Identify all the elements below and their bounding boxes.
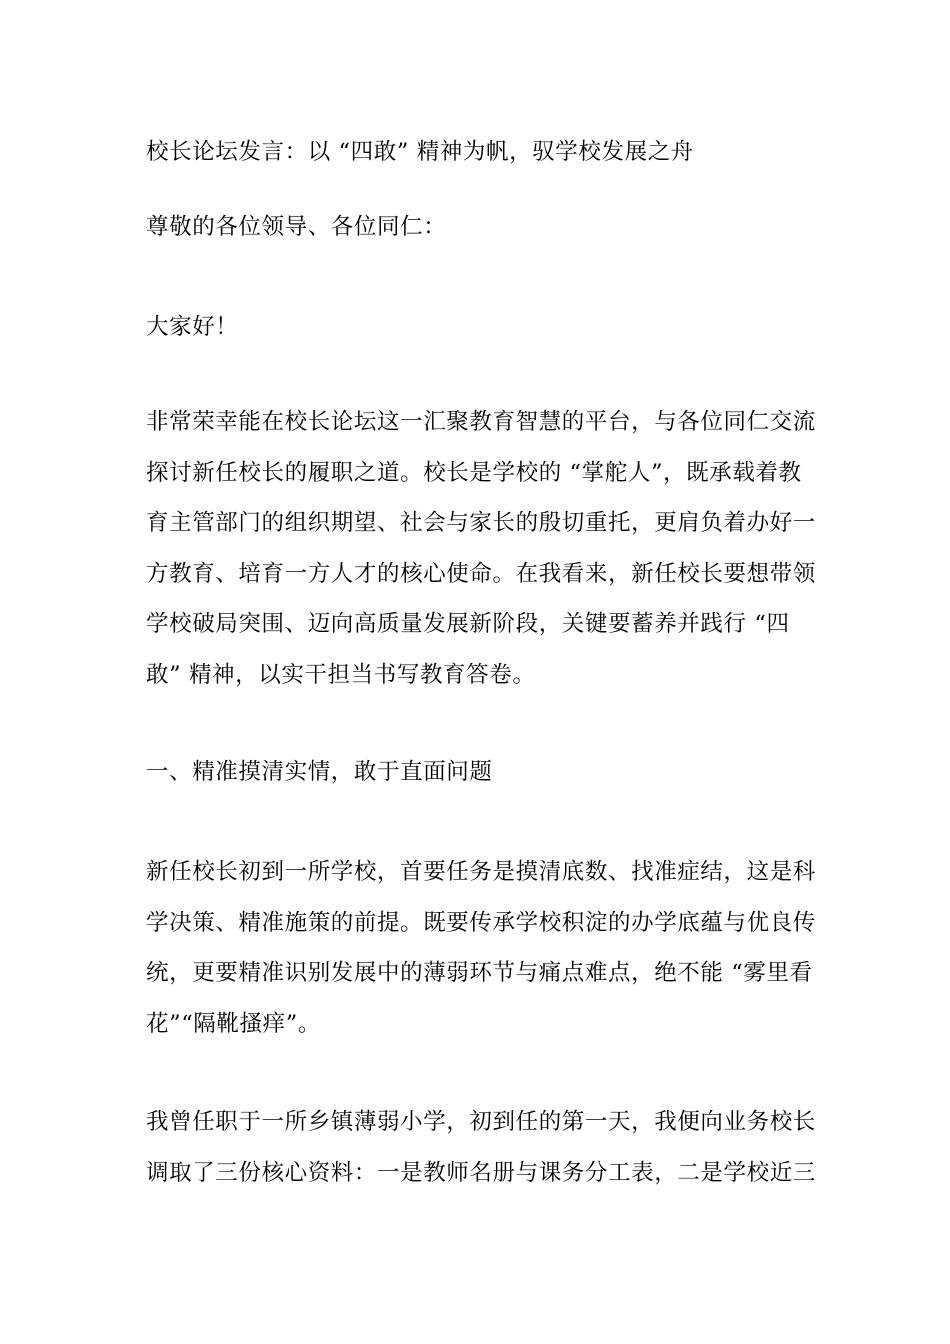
title-text: 校长论坛发言：以 “四敢” 精神为帆，驭学校发展之舟 (146, 139, 694, 165)
salutation-text: 尊敬的各位领导、各位同仁： (146, 214, 447, 240)
section-heading (146, 747, 810, 798)
greeting-text: 大家好！ (146, 314, 239, 340)
paragraph-line: 花”“隔靴搔痒”。 (146, 1010, 321, 1037)
paragraph-line: 我曾任职于一所乡镇薄弱小学，初到任的第一天，我便向业务校长 (146, 1109, 816, 1135)
section-paragraph-2 (146, 1097, 816, 1198)
paragraph-line: 调取了三份核心资料：一是教师名册与课务分工表，二是学校近三 (146, 1159, 816, 1186)
paragraph-line: 统，更要精准识别发展中的薄弱环节与痛点难点，绝不能 “雾里看 (146, 960, 813, 986)
paragraph-line: 方教育、培育一方人才的核心使命。在我看来，新任校长要想带领 (146, 560, 816, 587)
paragraph-line: 敢” 精神，以实干担当书写教育答卷。 (146, 661, 536, 688)
paragraph-line: 非常荣幸能在校长论坛这一汇聚教育智慧的平台，与各位同仁交流 (146, 409, 816, 435)
document-title (146, 127, 810, 178)
paragraph-line: 探讨新任校长的履职之道。校长是学校的 “掌舵人”，既承载着教 (146, 459, 802, 486)
paragraph-line: 育主管部门的组织期望、社会与家长的殷切重托，更肩负着办好一 (146, 510, 816, 536)
greeting (146, 302, 810, 353)
section-heading-text: 一、精准摸清实情，敢于直面问题 (146, 759, 493, 785)
section-paragraph (146, 847, 816, 1049)
intro-paragraph (146, 397, 816, 700)
paragraph-line: 学决策、精准施策的前提。既要传承学校积淀的办学底蕴与优良传 (146, 909, 816, 936)
paragraph-line: 学校破局突围、迈向高质量发展新阶段，关键要蓄养并践行 “四 (146, 611, 790, 637)
paragraph-line: 新任校长初到一所学校，首要任务是摸清底数、找准症结，这是科 (146, 859, 816, 885)
salutation (146, 202, 810, 253)
